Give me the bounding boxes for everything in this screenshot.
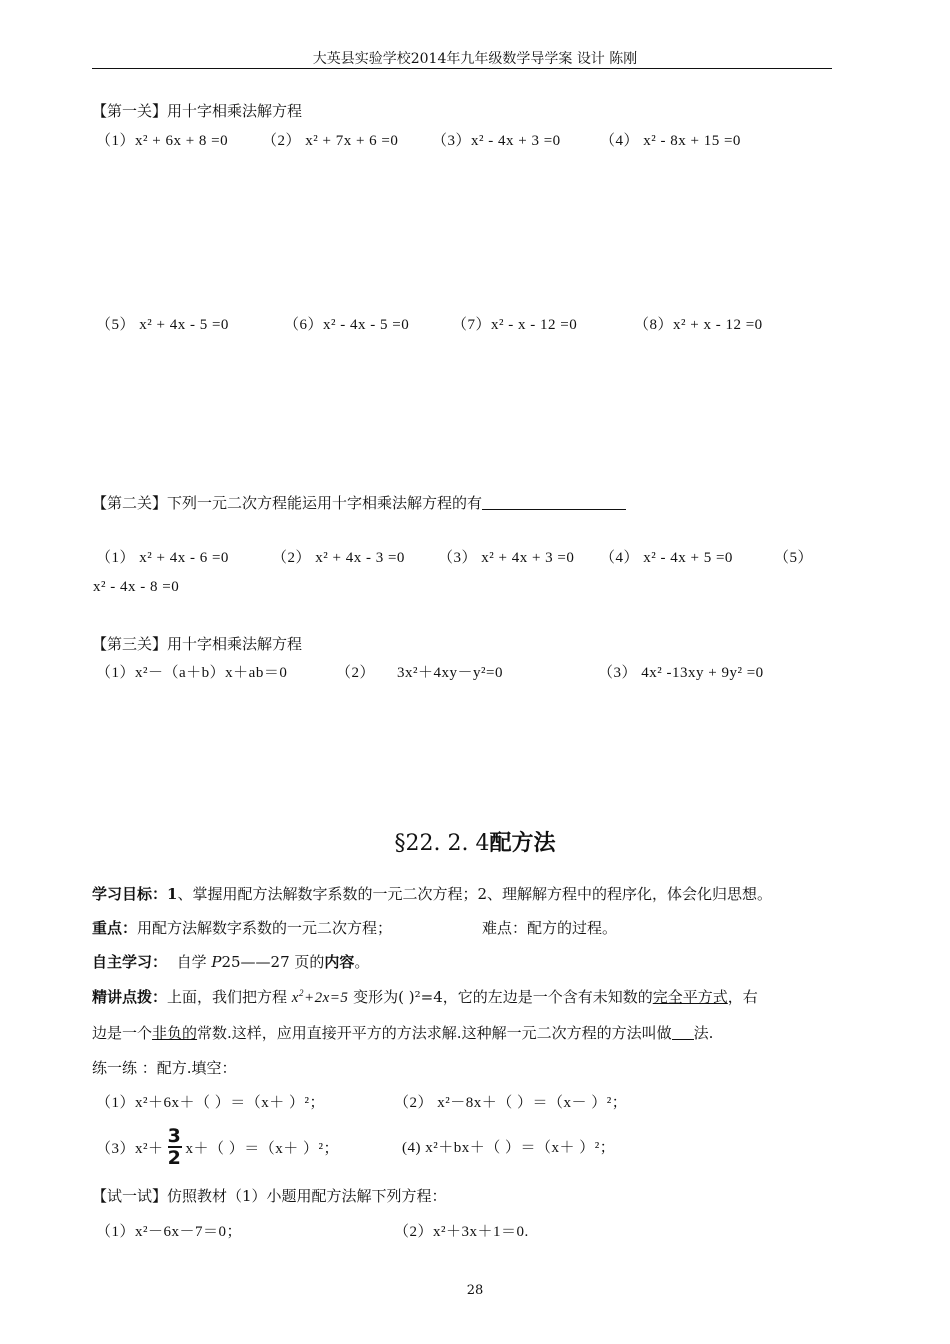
fraction-numerator: 3 [167, 1125, 182, 1147]
explain-underline-1: 完全平方式 [652, 988, 728, 1006]
practice-item-3 [96, 1126, 339, 1168]
fraction-three-halves [168, 1126, 182, 1168]
equation-3: （3）x² - 4x + 3 =0 [432, 133, 561, 149]
level2-item-5: （5） [774, 550, 814, 566]
level3-title: 【第三关】用十字相乘法解方程 [92, 635, 303, 653]
equation-7: （7）x² - x - 12 =0 [452, 317, 578, 333]
practice-item-3-a: （3）x²＋ [96, 1140, 164, 1157]
explain-label: 精讲点拨： [92, 988, 168, 1006]
explain-p3: ，右 [727, 988, 758, 1006]
level2-item-2: （2） x² + 4x - 3 =0 [272, 550, 405, 566]
level2-item-1: （1） x² + 4x - 6 =0 [96, 550, 229, 566]
equation-1: （1）x² + 6x + 8 =0 [96, 133, 229, 149]
self-study-bold: 内容 [324, 953, 355, 971]
level2-item-5-equation: x² - 4x - 8 =0 [93, 579, 180, 595]
level3-item-1: （1）x²－（a＋b）x＋ab＝0 [96, 665, 288, 681]
section-name: 配方法 [489, 830, 556, 856]
explain-l2b: 常数.这样，应用直接开平方的方法求解.这种解一元二次方程的方法叫做 [197, 1024, 672, 1042]
self-study-pre: 自学 [176, 953, 212, 971]
trial-title: 【试一试】仿照教材（1）小题用配方法解下列方程： [92, 1187, 447, 1205]
practice-item-2: （2） x²－8x＋（ ）＝（x－ ）²； [394, 1095, 628, 1111]
fraction-denominator: 2 [167, 1147, 182, 1169]
equation-4: （4） x² - 8x + 15 =0 [600, 133, 741, 149]
goals-text: 、掌握用配方法解数字系数的一元二次方程；2、理解解方程中的程序化，体会化归思想。 [177, 885, 773, 903]
level2-item-4: （4） x² - 4x + 5 =0 [600, 550, 733, 566]
section-title [0, 826, 950, 857]
equation-8: （8）x² + x - 12 =0 [634, 317, 763, 333]
explain-line-2 [92, 1022, 713, 1043]
goals-number: 1 [167, 885, 178, 903]
level3-item-2-label: （2） [336, 665, 376, 681]
key-label: 重点： [92, 919, 138, 937]
level3-item-2: 3x²＋4xy－y²=0 [397, 665, 503, 681]
explain-equation: $x^2+2x=5$ [291, 988, 349, 1006]
page-header: 大英县实验学校2014年九年级数学导学案 设计 陈刚 [312, 51, 638, 67]
level3-item-3: （3） 4x² -13xy + 9y² =0 [598, 665, 764, 681]
equation-5: （5） x² + 4x - 5 =0 [96, 317, 229, 333]
learning-goals [92, 883, 772, 904]
level2-item-3: （3） x² + 4x + 3 =0 [438, 550, 575, 566]
level2-title [92, 492, 626, 513]
explain-line-1 [92, 986, 758, 1007]
self-study-range: 25——27 页的 [221, 953, 325, 971]
key-points [92, 917, 392, 938]
answer-blank[interactable] [482, 495, 626, 510]
equation-6: （6）x² - 4x - 5 =0 [284, 317, 410, 333]
explain-underline-2: 非负的 [152, 1024, 198, 1042]
explain-l2c: 法. [693, 1024, 714, 1042]
trial-item-2: （2）x²＋3x＋1＝0. [394, 1224, 529, 1240]
section-number: §22. 2. 4 [394, 831, 490, 856]
level2-title-text: 【第二关】下列一元二次方程能运用十字相乘法解方程的有 [92, 494, 483, 512]
practice-item-3-b: x＋（ ）＝（x＋ ）²； [185, 1140, 339, 1157]
self-study-label: 自主学习： [92, 953, 168, 971]
method-blank[interactable] [672, 1025, 694, 1040]
key-text: 用配方法解数字系数的一元二次方程； [137, 919, 393, 937]
goals-label: 学习目标： [92, 885, 168, 903]
header-rule [92, 68, 832, 69]
self-study-page: P [211, 953, 222, 971]
page-number: 28 [466, 1283, 484, 1298]
practice-title: 练一练 ：配方.填空： [92, 1059, 237, 1077]
level1-title: 【第一关】用十字相乘法解方程 [92, 102, 303, 120]
explain-p1: 上面，我们把方程 [167, 988, 292, 1006]
self-study [92, 951, 369, 972]
explain-l2a: 边是一个 [92, 1024, 153, 1042]
difficult-points [482, 917, 617, 938]
practice-item-4: (4) x²＋bx＋（ ）＝（x＋ ）²； [402, 1140, 616, 1156]
equation-2: （2） x² + 7x + 6 =0 [262, 133, 399, 149]
trial-item-1: （1）x²－6x－7＝0； [96, 1224, 242, 1240]
hard-text: 配方的过程。 [527, 919, 618, 937]
practice-item-1: （1）x²＋6x＋（ ）＝（x＋ ）²； [96, 1095, 325, 1111]
hard-label: 难点： [482, 919, 528, 937]
explain-p2: 变形为( )²=4，它的左边是一个含有未知数的 [348, 988, 653, 1006]
self-study-end: 。 [354, 953, 370, 971]
